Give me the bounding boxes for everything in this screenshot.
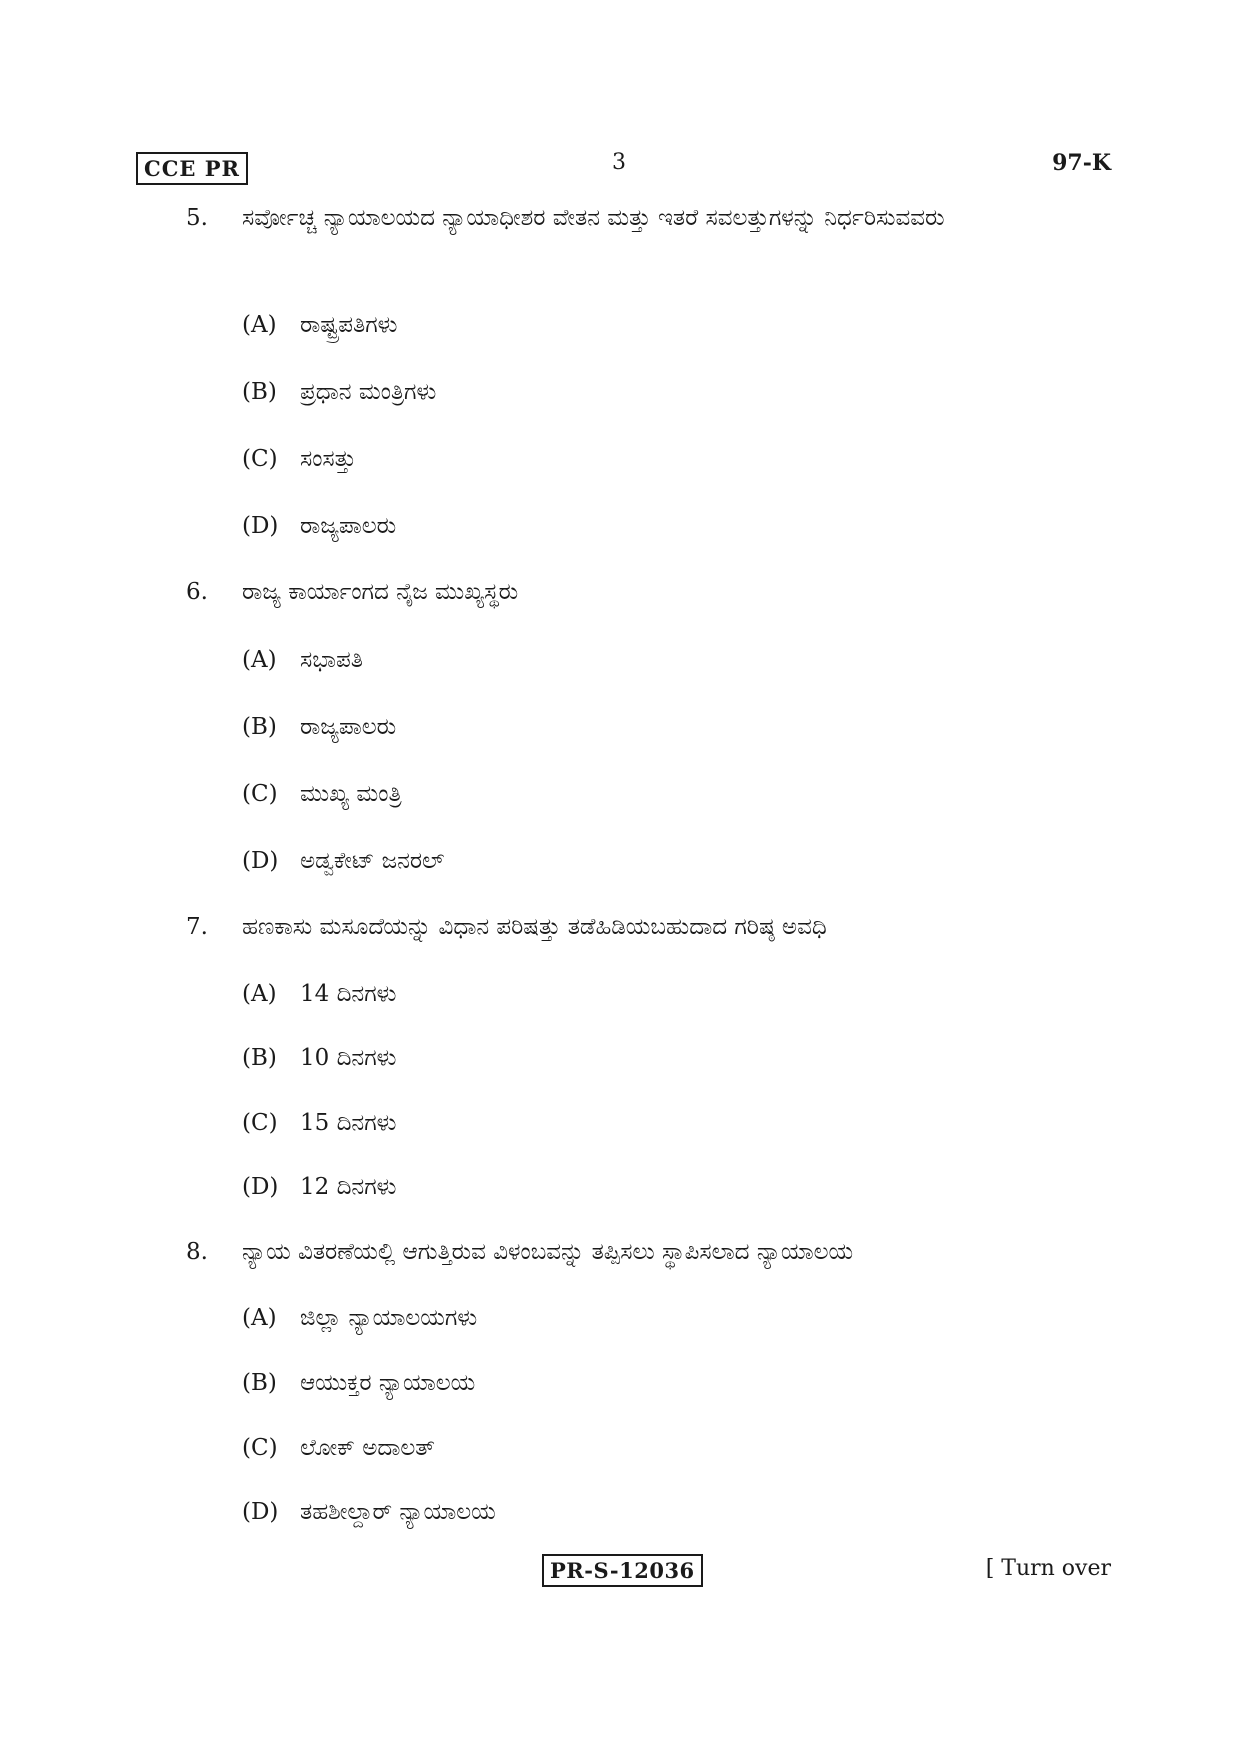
question-text: ನ್ಯಾಯ ವಿತರಣೆಯಲ್ಲಿ ಆಗುತ್ತಿರುವ ವಿಳಂಬವನ್ನು ತಪ್ಪಿಸಲು ಸ್ಥಾಪಿಸಲಾದ ನ್ಯಾಯಾಲಯ <box>242 1239 854 1265</box>
option-label: (B) <box>242 379 277 405</box>
booklet-code: PR-S-12036 <box>542 1554 703 1587</box>
option-label: (A) <box>242 981 277 1007</box>
option-text: 14 ದಿನಗಳು <box>300 981 397 1007</box>
exam-type-box: CCE PR <box>136 152 248 185</box>
question-number: 7. <box>186 914 208 940</box>
option-label: (A) <box>242 647 277 673</box>
option-text: 15 ದಿನಗಳು <box>300 1110 397 1136</box>
option-text: ರಾಷ್ಟ್ರಪತಿಗಳು <box>300 312 398 338</box>
option-label: (C) <box>242 446 278 472</box>
question-number: 6. <box>186 579 208 605</box>
option-text: 10 ದಿನಗಳು <box>300 1045 397 1071</box>
paper-code: 97-K <box>1052 150 1111 176</box>
option-label: (D) <box>242 848 279 874</box>
question-5 <box>186 197 1111 239</box>
option-text: ಮುಖ್ಯ ಮಂತ್ರಿ <box>300 781 402 807</box>
page-number: 3 <box>612 150 626 175</box>
option-text: ಅಡ್ವಕೇಟ್ ಜನರಲ್ <box>300 848 445 874</box>
option-6d <box>242 844 444 878</box>
option-label: (C) <box>242 1110 278 1136</box>
option-7d <box>242 1170 396 1204</box>
question-7 <box>186 906 1111 948</box>
option-5d <box>242 509 396 543</box>
footer-code-box <box>542 1554 703 1587</box>
option-label: (B) <box>242 1370 277 1396</box>
option-6b <box>242 710 396 744</box>
option-text: ರಾಜ್ಯಪಾಲರು <box>300 714 397 740</box>
option-label: (C) <box>242 781 278 807</box>
option-text: ಸಭಾಪತಿ <box>300 647 363 673</box>
question-8 <box>186 1231 1111 1273</box>
option-label: (C) <box>242 1435 278 1461</box>
option-text: ತಹಶೀಲ್ದಾರ್ ನ್ಯಾಯಾಲಯ <box>300 1499 496 1525</box>
option-text: ಜಿಲ್ಲಾ ನ್ಯಾಯಾಲಯಗಳು <box>300 1305 478 1331</box>
option-7b <box>242 1041 396 1075</box>
option-label: (D) <box>242 513 279 539</box>
option-6c <box>242 777 402 811</box>
option-5a <box>242 308 397 342</box>
question-number: 8. <box>186 1239 208 1265</box>
page-header <box>136 150 1111 190</box>
option-8a <box>242 1301 477 1335</box>
option-7c <box>242 1106 396 1140</box>
option-text: ಪ್ರಧಾನ ಮಂತ್ರಿಗಳು <box>300 379 437 405</box>
option-label: (B) <box>242 714 277 740</box>
option-text: ಆಯುಕ್ತರ ನ್ಯಾಯಾಲಯ <box>300 1370 476 1396</box>
option-6a <box>242 643 363 677</box>
option-label: (A) <box>242 1305 277 1331</box>
option-label: (D) <box>242 1174 279 1200</box>
question-text: ರಾಜ್ಯ ಕಾರ್ಯಾಂಗದ ನೈಜ ಮುಖ್ಯಸ್ಥರು <box>242 579 519 605</box>
question-text: ಸರ್ವೋಚ್ಚ ನ್ಯಾಯಾಲಯದ ನ್ಯಾಯಾಧೀಶರ ವೇತನ ಮತ್ತು ಇತರೆ ಸವಲತ್ತುಗಳನ್ನು ನಿರ್ಧರಿಸುವವರು <box>242 205 945 231</box>
option-8c <box>242 1431 435 1465</box>
question-6 <box>186 571 1111 613</box>
turn-over-note: [ Turn over <box>985 1556 1111 1581</box>
option-label: (A) <box>242 312 277 338</box>
option-text: 12 ದಿನಗಳು <box>300 1174 397 1200</box>
option-label: (B) <box>242 1045 277 1071</box>
option-text: ಸಂಸತ್ತು <box>300 446 357 472</box>
question-text: ಹಣಕಾಸು ಮಸೂದೆಯನ್ನು ವಿಧಾನ ಪರಿಷತ್ತು ತಡೆಹಿಡಿಯಬಹುದಾದ ಗರಿಷ್ಠ ಅವಧಿ <box>242 914 827 940</box>
question-number: 5. <box>186 205 208 231</box>
option-5c <box>242 442 356 476</box>
option-8b <box>242 1366 475 1400</box>
option-text: ರಾಜ್ಯಪಾಲರು <box>300 513 397 539</box>
option-label: (D) <box>242 1499 279 1525</box>
option-text: ಲೋಕ್ ಅದಾಲತ್ <box>300 1435 435 1461</box>
option-5b <box>242 375 436 409</box>
option-8d <box>242 1495 496 1529</box>
option-7a <box>242 977 396 1011</box>
